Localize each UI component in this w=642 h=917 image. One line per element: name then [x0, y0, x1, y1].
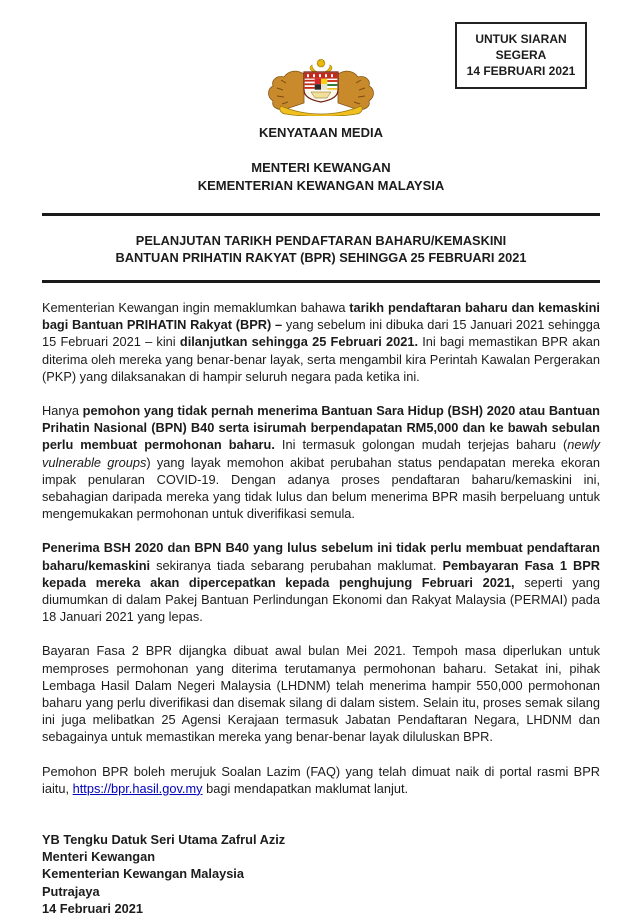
text-segment: Bayaran Fasa 2 BPR dijangka dibuat awal bulan Mei 2021. Tempoh masa diperlukan untuk memproses permohonan yang diterima terutamanya permohonan baharu. Setakat ini, pihak Lembaga Hasil Dalam Negeri Malaysia (LHDNM) telah menerima hampir 550,000 permohonan baharu yang perlu diverifikasi dan disemak silang di dalam sistem. Selain itu, proses semak silang ini juga melibatkan 25 Agensi Kerajaan termasuk Jabatan Pendaftaran Negara, LHDNM dan sebagainya untuk memastikan mereka yang benar-benar layak diluluskan BPR.	[42, 643, 600, 745]
paragraph-phase2-processing	[42, 642, 600, 745]
text-segment: tarikh pendaftaran baharu dan kemaskini bagi Bantuan PRIHATIN Rakyat (BPR) –	[42, 300, 600, 333]
document-type-heading: KENYATAAN MEDIA	[259, 125, 383, 140]
coat-of-arms-icon	[259, 58, 383, 116]
press-release-title	[42, 232, 600, 266]
signature-location: Putrajaya	[42, 883, 100, 899]
text-segment: ) yang layak memohon akibat perubahan status pendapatan mereka ekoran impak penularan COVID-19. Dengan adanya proses pendaftaran baharu/kemaskini ini, sebahagian daripada mereka yang tidak lulus dan belum menerima BPR masih berpeluang untuk mengemukakan permohonan untuk diverifikasi semula.	[42, 454, 600, 522]
text-segment: bagi mendapatkan maklumat lanjut.	[202, 780, 409, 796]
text-segment: yang sebelum ini dibuka dari 15 Januari 2021 sehingga 15 Februari 2021 – kini	[42, 317, 601, 350]
text-segment: Pemohon BPR boleh merujuk Soalan Lazim (FAQ) yang telah dimuat naik di portal rasmi BPR iaitu,	[42, 763, 600, 796]
divider-line-under-title	[42, 280, 600, 283]
release-stamp-box	[455, 22, 587, 89]
issuer-block	[42, 159, 600, 195]
release-stamp-line1: UNTUK SIARAN	[475, 32, 567, 46]
paragraph-faq-portal	[42, 763, 600, 797]
text-segment: sekiranya tiada sebarang perubahan maklumat.	[150, 557, 443, 573]
body-text	[42, 299, 600, 797]
text-segment: seperti yang diumumkan di dalam Pakej Bantuan Perlindungan Ekonomi dan Rakyat Malaysia (PERMAI) pada 18 Januari 2021 yang lepas.	[42, 574, 600, 625]
signature-name: YB Tengku Datuk Seri Utama Zafrul Aziz	[42, 832, 286, 848]
malaysia-coat-of-arms	[259, 58, 383, 116]
release-stamp-line3: 14 FEBRUARI 2021	[466, 64, 576, 78]
signature-ministry: Kementerian Kewangan Malaysia	[42, 866, 244, 882]
text-segment: Penerima BSH 2020 dan BPN B40 yang lulus sebelum ini tidak perlu membuat pendaftaran baharu/kemaskini	[42, 540, 600, 573]
title-line2: BANTUAN PRIHATIN RAKYAT (BPR) SEHINGGA 25 FEBRUARI 2021	[115, 250, 527, 265]
paragraph-eligibility	[42, 402, 600, 522]
text-segment: Kementerian Kewangan ingin memaklumkan bahawa	[42, 300, 350, 315]
text-segment: Pembayaran Fasa 1 BPR kepada mereka akan dipercepatkan kepada penghujung Februari 2021,	[42, 557, 600, 590]
text-segment: Ini bagi memastikan BPR akan diterima oleh mereka yang benar-benar layak, serta mengambil kira Perintah Kawalan Pergerakan (PKP) yang dilaksanakan di hampir seluruh negara pada ketika ini.	[42, 334, 600, 384]
text-segment: Ini termasuk golongan mudah terjejas baharu (	[274, 437, 568, 453]
paragraph-phase1-payment	[42, 539, 600, 625]
signature-date: 14 Februari 2021	[42, 900, 144, 916]
title-line1: PELANJUTAN TARIKH PENDAFTARAN BAHARU/KEMASKINI	[135, 233, 507, 248]
text-segment: pemohon yang tidak pernah menerima Bantuan Sara Hidup (BSH) 2020 atau Bantuan Prihatin Nasional (BPN) B40 serta isirumah berpendapatan RM5,000 dan ke bawah sebulan perlu membuat permohonan baharu.	[42, 403, 601, 453]
signature-role: Menteri Kewangan	[42, 849, 156, 865]
signature-block	[42, 831, 600, 917]
bpr-portal-link[interactable]: https://bpr.hasil.gov.my	[72, 780, 203, 796]
text-segment: Hanya	[42, 403, 83, 419]
text-segment: dilanjutkan sehingga 25 Februari 2021.	[179, 334, 419, 350]
paragraph-extension-announcement	[42, 299, 600, 385]
issuer-minister: MENTERI KEWANGAN	[251, 160, 391, 175]
issuer-ministry: KEMENTERIAN KEWANGAN MALAYSIA	[197, 178, 445, 193]
text-segment: newly vulnerable groups	[42, 437, 600, 470]
divider-line-top	[42, 213, 600, 216]
release-stamp-line2: SEGERA	[495, 48, 547, 62]
